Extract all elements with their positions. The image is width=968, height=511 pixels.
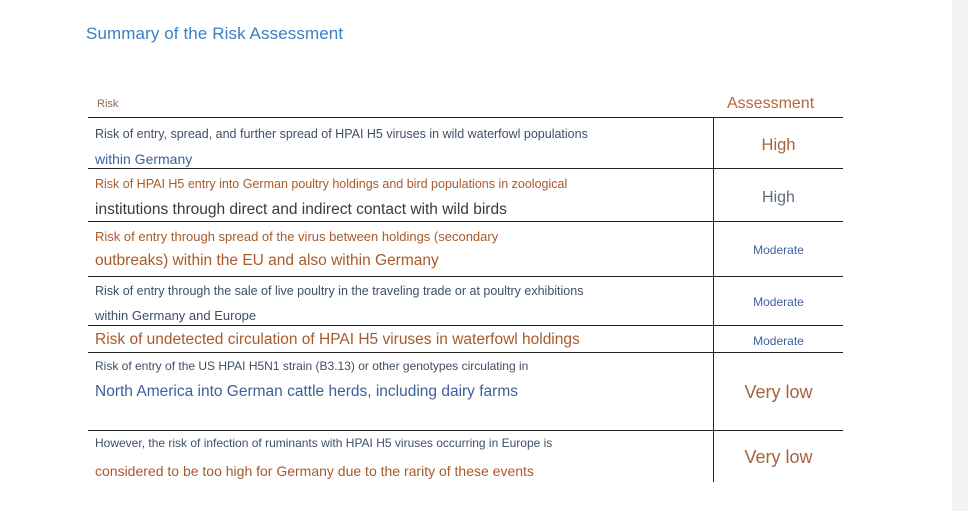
assessment-value: Moderate — [753, 334, 804, 348]
assessment-value: Moderate — [753, 295, 804, 309]
table-divider — [88, 352, 843, 353]
risk-description-line: outbreaks) within the EU and also within Germany — [95, 252, 439, 269]
risk-description-line: institutions through direct and indirect contact with wild birds — [95, 201, 507, 218]
risk-description-line: Risk of entry through spread of the virus between holdings (secondary — [95, 229, 499, 244]
table-divider — [88, 168, 843, 169]
table-divider — [88, 117, 843, 118]
risk-description-line: within Germany — [95, 151, 193, 167]
assessment-value: High — [761, 136, 796, 154]
table-divider — [88, 221, 843, 222]
table-divider — [88, 325, 843, 326]
column-header-assessment: Assessment — [727, 95, 815, 112]
assessment-value: Moderate — [753, 243, 804, 257]
risk-description-line: North America into German cattle herds, including dairy farms — [95, 383, 518, 400]
page-title: Summary of the Risk Assessment — [86, 24, 344, 43]
assessment-value: High — [762, 189, 795, 206]
column-header-risk: Risk — [97, 98, 119, 110]
risk-description-line: Risk of HPAI H5 entry into German poultry holdings and bird populations in zoological — [95, 177, 568, 191]
risk-description-line: considered to be too high for Germany due to the rarity of these events — [95, 463, 534, 479]
assessment-value: Very low — [744, 382, 813, 402]
assessment-value: Very low — [744, 447, 813, 467]
risk-description-line: Risk of entry through the sale of live poultry in the traveling trade or at poultry exhibitions — [95, 284, 584, 298]
risk-description-line: within Germany and Europe — [95, 308, 257, 323]
scrollbar[interactable] — [952, 0, 968, 511]
risk-description-line: However, the risk of infection of ruminants with HPAI H5 viruses occurring in Europe is — [95, 436, 553, 450]
risk-description-line: Risk of entry, spread, and further spread of HPAI H5 viruses in wild waterfowl populations — [95, 127, 588, 141]
table-divider — [88, 276, 843, 277]
table-divider — [88, 430, 843, 431]
risk-description-line: Risk of undetected circulation of HPAI H5 viruses in waterfowl holdings — [95, 331, 580, 348]
risk-description-line: Risk of entry of the US HPAI H5N1 strain (B3.13) or other genotypes circulating in — [95, 359, 529, 373]
